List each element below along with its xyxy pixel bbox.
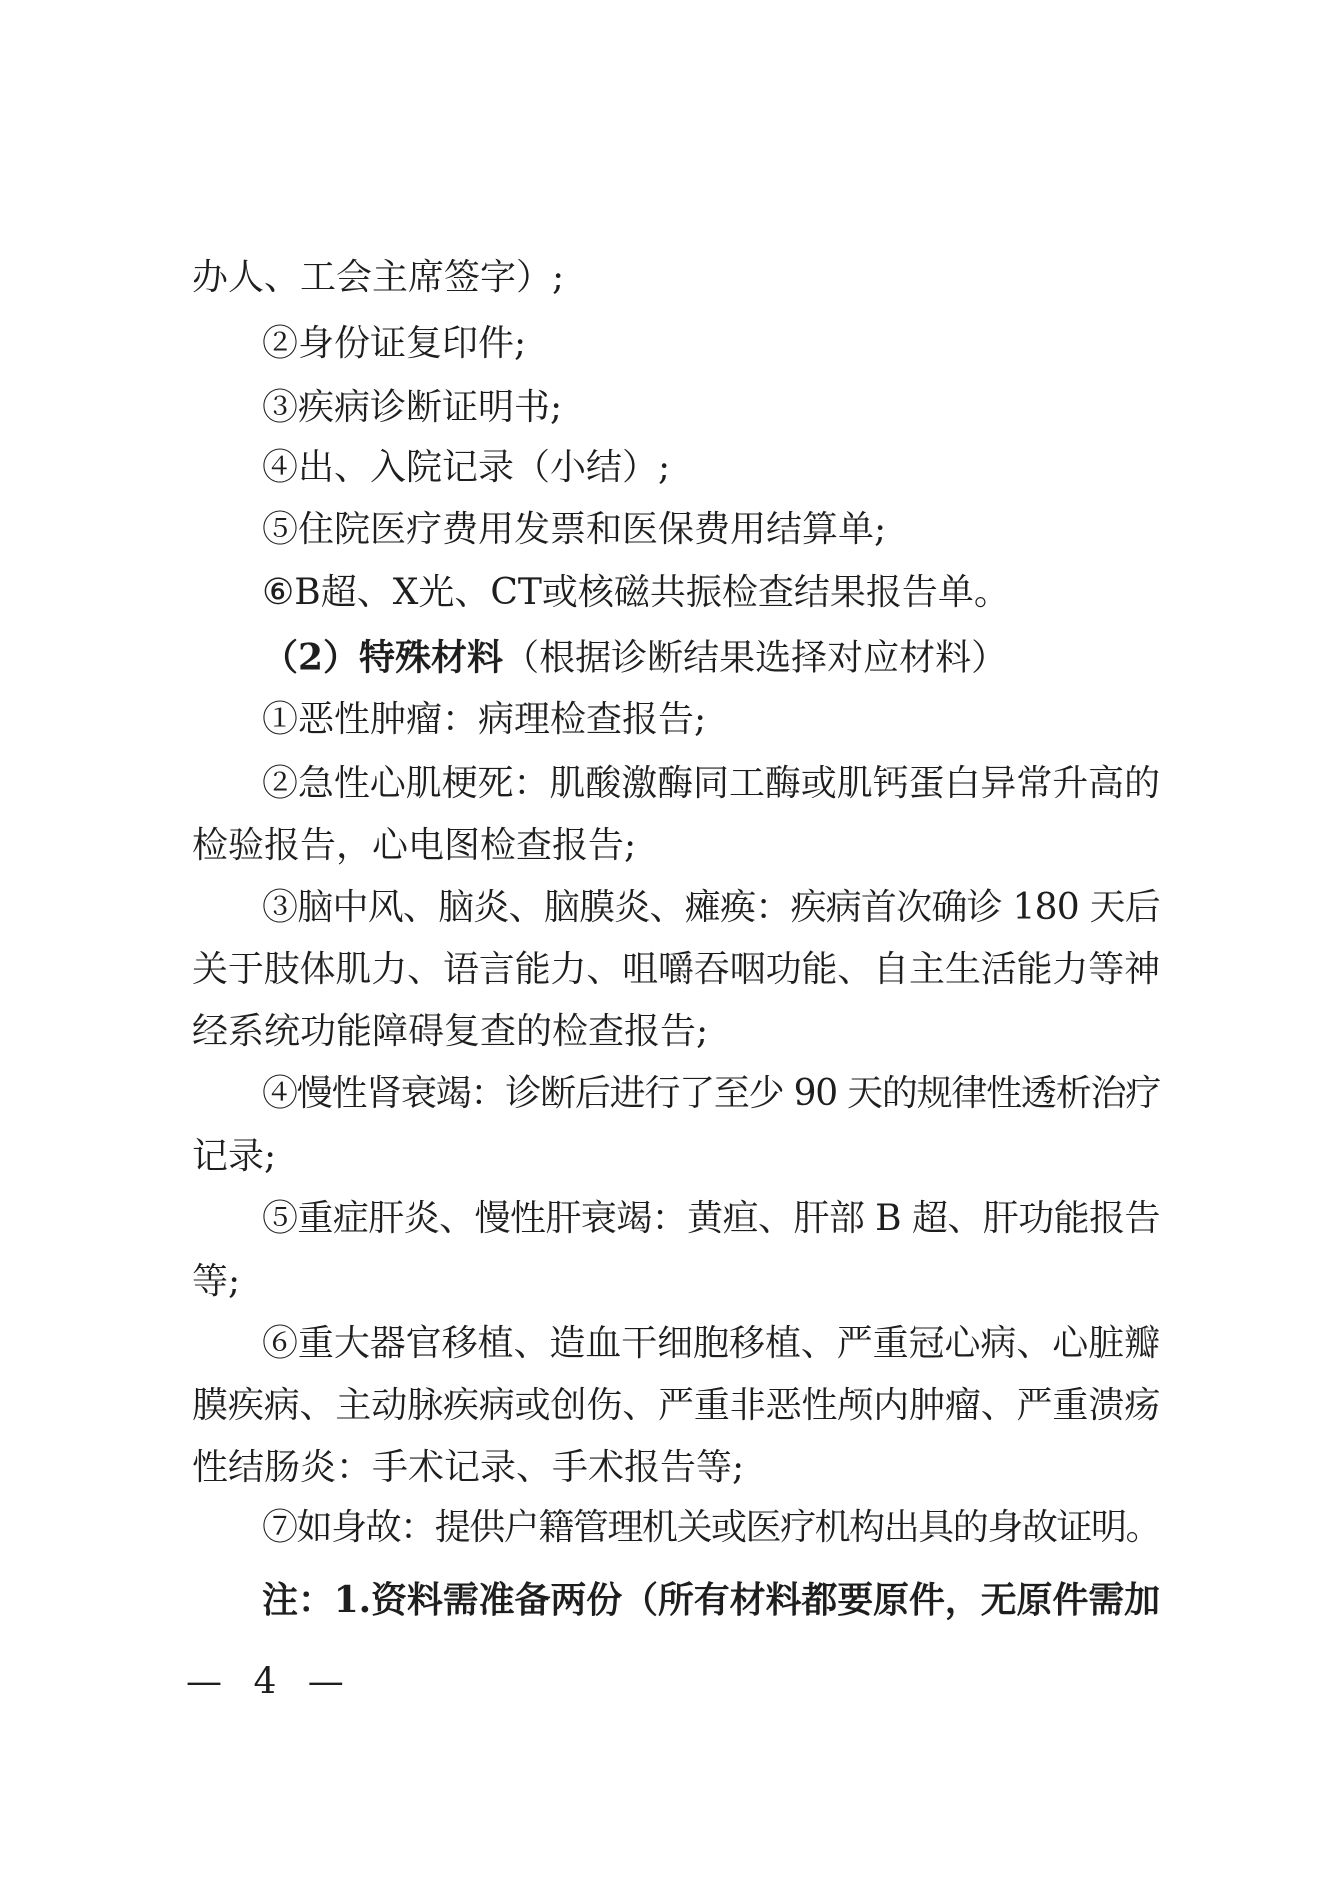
section-heading-bold: （2）特殊材料 xyxy=(262,636,504,679)
list-item: ⑥B超、X光、CT或核磁共振检查结果报告单。 xyxy=(262,572,1010,613)
text-line: 膜疾病、主动脉疾病或创伤、严重非恶性颅内肿瘤、严重溃疡 xyxy=(192,1385,1160,1426)
list-item: ②急性心肌梗死：肌酸激酶同工酶或肌钙蛋白异常升高的 xyxy=(262,763,1161,804)
text-line: 经系统功能障碍复查的检查报告; xyxy=(192,1011,709,1052)
text-line: 办人、工会主席签字）; xyxy=(192,257,565,298)
list-item: ⑦如身故：提供户籍管理机关或医疗机构出具的身故证明。 xyxy=(262,1507,1161,1548)
list-item: ④慢性肾衰竭：诊断后进行了至少 90 天的规律性透析治疗 xyxy=(262,1073,1160,1114)
text-line: 性结肠炎：手术记录、手术报告等; xyxy=(192,1447,745,1488)
list-item: ④出、入院记录（小结）; xyxy=(262,447,671,488)
text-line: 检验报告，心电图检查报告; xyxy=(192,825,637,866)
list-item: ②身份证复印件; xyxy=(262,323,527,364)
list-item: ⑥重大器官移植、造血干细胞移植、严重冠心病、心脏瓣 xyxy=(262,1323,1161,1364)
list-item: ⑤住院医疗费用发票和医保费用结算单; xyxy=(262,509,887,550)
text-line: 等; xyxy=(192,1261,241,1302)
text-line: 关于肢体肌力、语言能力、咀嚼吞咽功能、自主生活能力等神 xyxy=(192,949,1160,990)
list-item: ③疾病诊断证明书; xyxy=(262,387,563,428)
note-line: 注：1.资料需准备两份（所有材料都要原件，无原件需加 xyxy=(262,1579,1160,1621)
section-heading xyxy=(262,636,1007,681)
list-item: ③脑中风、脑炎、脑膜炎、瘫痪：疾病首次确诊 180 天后 xyxy=(262,887,1161,928)
list-item: ⑤重症肝炎、慢性肝衰竭：黄疸、肝部 B 超、肝功能报告 xyxy=(262,1198,1160,1239)
page-number: — 4 — xyxy=(186,1661,354,1703)
section-heading-note: （根据诊断结果选择对应材料） xyxy=(503,637,1008,679)
list-item: ①恶性肿瘤：病理检查报告; xyxy=(262,699,707,740)
text-line: 记录; xyxy=(192,1136,277,1177)
